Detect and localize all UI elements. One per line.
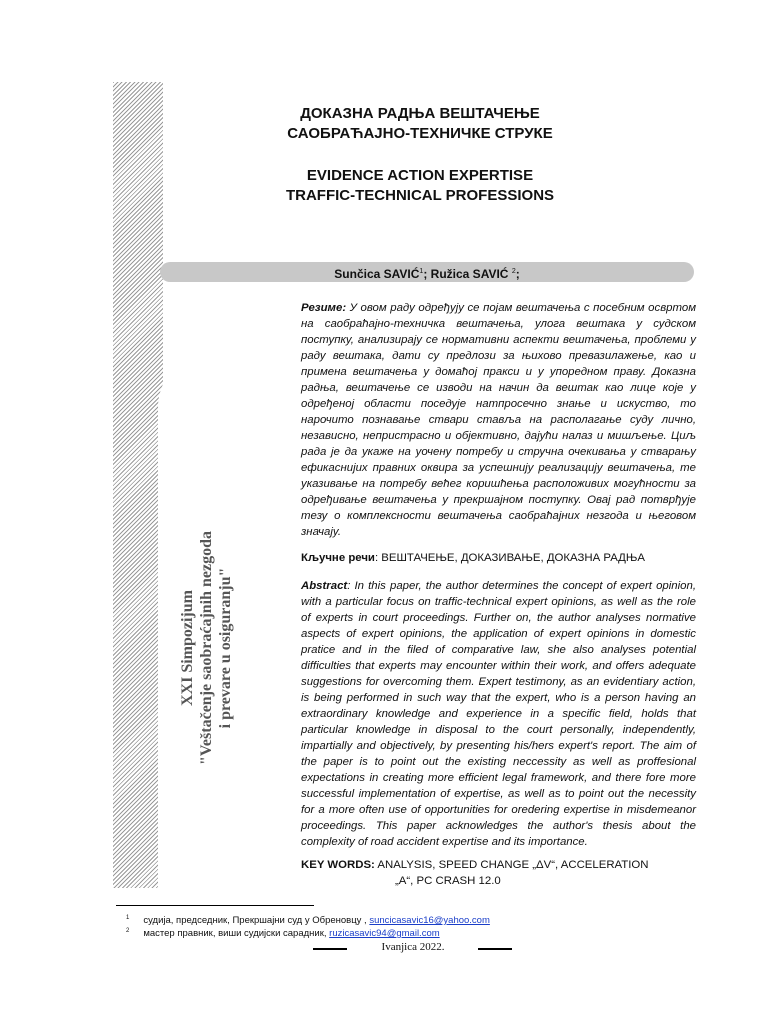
footnote-rule <box>116 905 314 906</box>
footnote-2 <box>126 925 440 940</box>
keywords-sr-label: Кључне речи <box>301 552 375 564</box>
abstract-english <box>301 578 696 850</box>
title-serbian <box>270 104 570 144</box>
title-english <box>270 166 570 206</box>
author-end: ; <box>515 267 520 281</box>
symposium-vertical-label <box>178 518 268 778</box>
footnote-text: судија, председник, Прекршајни суд у Обреновцу , <box>143 915 370 927</box>
author-1: Sunčica SAVIĆ <box>334 267 420 281</box>
keywords-en-line-2: „A“, PC CRASH 12.0 <box>395 875 501 887</box>
footnote-ref-1[interactable]: 1 <box>419 268 424 275</box>
footnote-number: 1 <box>126 915 130 921</box>
symposium-line-1: XXI Simpozijum <box>179 590 196 707</box>
title-sr-line-1: ДОКАЗНА РАДЊА ВЕШТАЧЕЊЕ <box>300 105 540 122</box>
place-and-year: Ivanjica 2022. <box>381 941 445 953</box>
keywords-english <box>301 857 696 889</box>
symposium-line-2: "Veštačenje saobraćajnih nezgoda <box>198 530 215 766</box>
abstract-text: : In this paper, the author determines the concept of expert opinion, with a particular focus on traffic-technical expert opinions, as well as the role of experts in court proceedings. Further on, the author analyses normative aspects of expert opinions, the application of expert opinions in domestic pratice and in the filed of comparative law, she also analyses potential difficulties that experts may encounter within their work, and offers adequate suggestions for overcoming them. Expert testimony, as an evidentiary action, is being performed in such way that the expert, who is a person having an extraordinary knowledge and experience in a specific field, holds that particular knowledge in disposal to the court personally, independently, impartially and objectively, by presenting his/hers expert's report. The aim of the paper is to point out the existing neccessity as well as proffesional expectations in creating more efficient legal framework, and there fore more successful implementation of expertise, as well as to point out the necessity for a more often use of opportunities for oredering expertise in misdemeanor proceedings. This paper acknowledges the author's thesis about the complexity of road accident expertise and its importance. <box>301 580 696 848</box>
abstract-label: Abstract <box>301 580 348 592</box>
summary-text: У овом раду одређују се појам вештачења с посебним освртом на саобраћајно-техничка вештачења, улога вештака у судском поступку, анализирају се нормативни аспекти вештачења, проблеми у раду вештака, дати су предлози за њихово превазилажење, као и примена вештачења у домаћој пракси и у упоредном праву. Доказна радња, вештачење се изводи на начин да вештак као лице које у одређеној области поседује натпросечно знање и искуство, то нарочито познавање ствари ставља на располагање суду лично, независно, непристрасно и објективно, дајући налаз и мишљење. Циљ рада је да укаже на уочену потребу и стручна очекивања у стварању ефикаснијих правних оквира за успешнију реализацију вештачења, те указивање на потребу већег коришћења расположивих могућности за одређивање вештачења у прекршајном поступку. Овај рад потврђује тезу о комплексности вештачења саобраћајних незгода и његовом значају. <box>301 302 696 538</box>
footnote-text: мастер правник, виши судијски сарадник, <box>143 928 330 940</box>
keywords-en-line-1: ANALYSIS, SPEED CHANGE „ΔV“, ACCELERATION <box>374 859 649 871</box>
author-2: Ružica SAVIĆ <box>430 267 512 281</box>
place-rule-left <box>313 948 347 950</box>
email-link[interactable]: ruzicasavic94@gmail.com <box>329 928 440 940</box>
keywords-sr-text: : ВЕШТАЧЕЊЕ, ДОКАЗИВАЊЕ, ДОКАЗНА РАДЊА <box>374 552 646 564</box>
email-link[interactable]: suncicasavic16@yahoo.com <box>369 915 490 927</box>
hatched-border <box>113 82 163 888</box>
place-rule-right <box>478 948 512 950</box>
title-sr-line-2: САОБРАЋАЈНО-ТЕХНИЧКЕ СТРУКЕ <box>287 125 553 142</box>
title-en-line-1: EVIDENCE ACTION EXPERTISE <box>306 167 534 184</box>
summary-serbian <box>301 300 696 540</box>
symposium-line-3: i prevare u osiguranju" <box>217 567 234 729</box>
keywords-serbian <box>301 550 696 566</box>
footnote-ref-2[interactable]: 2 <box>511 268 516 275</box>
summary-label: Резиме: <box>301 302 347 314</box>
footnote-number: 2 <box>126 928 130 934</box>
keywords-en-label: KEY WORDS: <box>301 859 375 871</box>
author-separator: ; <box>423 267 431 281</box>
title-en-line-2: TRAFFIC-TECHNICAL PROFESSIONS <box>285 187 555 204</box>
authors <box>160 263 694 281</box>
